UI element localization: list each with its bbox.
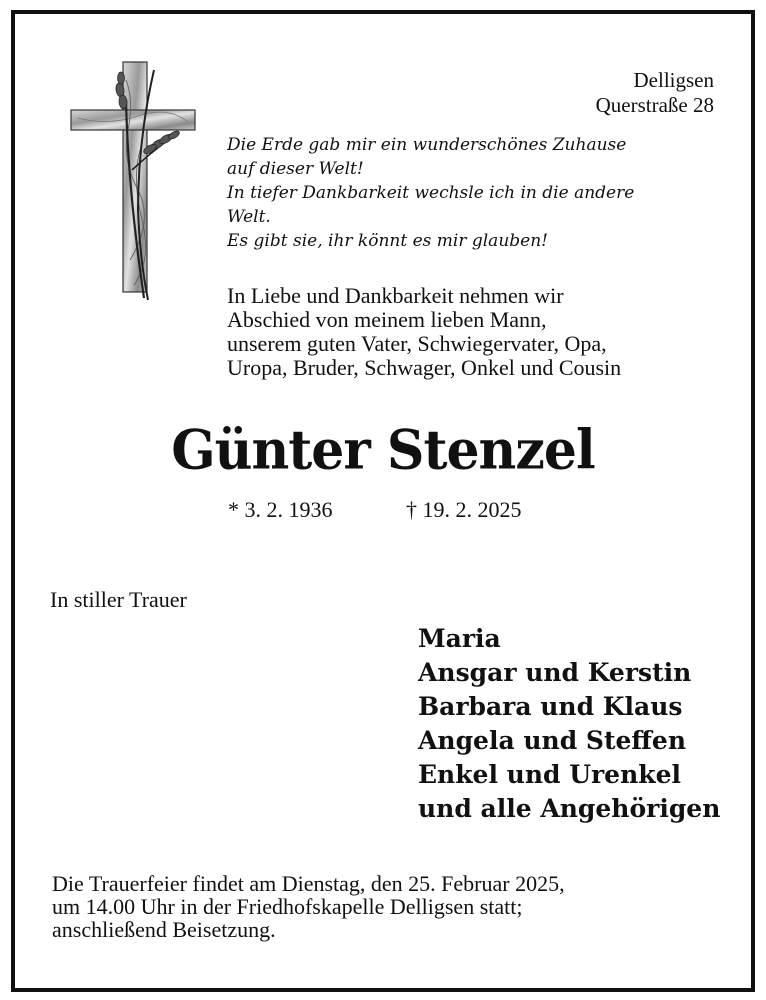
family-list — [418, 622, 720, 826]
family-member: Maria — [418, 624, 501, 653]
intro-line: Abschied von meinem lieben Mann, — [227, 307, 547, 332]
death-date: † 19. 2. 2025 — [406, 497, 522, 522]
address-city: Delligsen — [633, 68, 714, 92]
poem-line: Die Erde gab mir ein wunderschönes Zuhause — [227, 135, 627, 155]
family-member: Enkel und Urenkel — [418, 760, 681, 789]
poem — [227, 133, 727, 253]
funeral-line: anschließend Beisetzung. — [52, 917, 276, 942]
poem-line: auf dieser Welt! — [227, 159, 364, 179]
address-street: Querstraße 28 — [595, 93, 714, 117]
poem-line: In tiefer Dankbarkeit wechsle ich in die andere — [227, 183, 635, 203]
deceased-name: Günter Stenzel — [171, 418, 595, 483]
intro-line: In Liebe und Dankbarkeit nehmen wir — [227, 283, 564, 308]
mourning-label: In stiller Trauer — [50, 587, 187, 612]
life-dates — [228, 497, 522, 523]
family-member: Angela und Steffen — [418, 726, 687, 755]
intro-text — [227, 284, 727, 380]
funeral-notice — [52, 872, 732, 941]
poem-line: Welt. — [227, 207, 271, 227]
intro-line: Uropa, Bruder, Schwager, Onkel und Cousin — [227, 355, 622, 380]
family-member: Ansgar und Kerstin — [418, 658, 692, 687]
poem-line: Es gibt sie, ihr könnt es mir glauben! — [227, 231, 548, 251]
family-member: und alle Angehörigen — [418, 794, 721, 823]
funeral-line: um 14.00 Uhr in der Friedhofskapelle Delligsen statt; — [52, 894, 523, 919]
address-block — [596, 68, 714, 118]
intro-line: unserem guten Vater, Schwiegervater, Opa, — [227, 331, 607, 356]
family-member: Barbara und Klaus — [418, 692, 683, 721]
cross-with-wheat-icon — [68, 60, 198, 305]
birth-date: * 3. 2. 1936 — [228, 497, 333, 522]
funeral-line: Die Trauerfeier findet am Dienstag, den 25. Februar 2025, — [52, 871, 565, 896]
